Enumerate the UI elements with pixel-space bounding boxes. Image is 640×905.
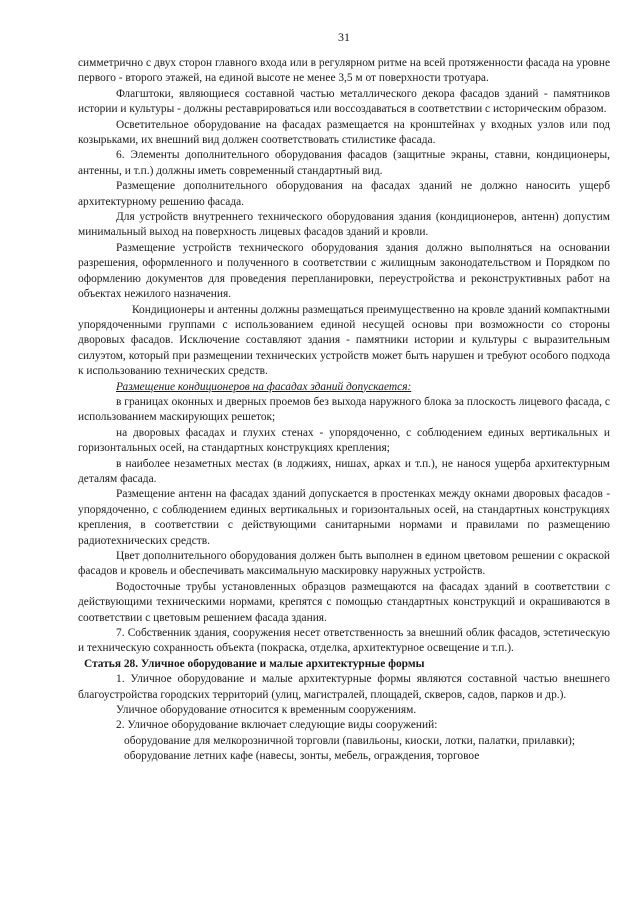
paragraph: 1. Уличное оборудование и малые архитектурные формы являются составной частью внешнего благоустройства городских территорий (улиц, магистралей, площадей, скверов, садов, парков и др.). xyxy=(78,673,610,701)
paragraph: Уличное оборудование относится к временным сооружениям. xyxy=(116,704,417,717)
paragraph: 7. Собственник здания, сооружения несет ответственность за внешний облик фасадов, эстетическую и техническую сохранность объекта (покраска, отделка, архитектурное освещение и т.п.). xyxy=(78,627,610,655)
page-number: 31 xyxy=(338,30,350,44)
paragraph: Цвет дополнительного оборудования должен быть выполнен в едином цветовом решении с окраской фасадов и кровель и обеспечивать максимальную маскировку наружных устройств. xyxy=(78,550,610,578)
subheading: Размещение кондиционеров на фасадах зданий допускается: xyxy=(116,380,412,393)
paragraph: оборудование для мелкорозничной торговли (павильоны, киоски, лотки, палатки, прилавки); xyxy=(124,734,575,747)
article-heading: Статья 28. Уличное оборудование и малые архитектурные формы xyxy=(84,657,425,670)
paragraph: Размещение устройств технического оборудования здания должно выполняться на основании разрешения, оформленного и полученного в соответствии с жилищным законодательством и Порядком по оформлению документов для проведения перепланировки, переустройства и реконструктивных работ на объектах нежилого назначения. xyxy=(78,241,610,301)
paragraph: Флагштоки, являющиеся составной частью металлического декора фасадов зданий - памятников истории и культуры - должны реставрироваться или воссоздаваться в соответствии с историческим образом. xyxy=(78,87,610,116)
paragraph: 6. Элементы дополнительного оборудования фасадов (защитные экраны, ставни, кондиционеры, антенны, и т.п.) должны иметь современный стандартный вид. xyxy=(78,149,610,177)
paragraph: оборудование летних кафе (навесы, зонты, мебель, ограждения, торговое xyxy=(124,750,480,763)
paragraph: 2. Уличное оборудование включает следующие виды сооружений: xyxy=(116,719,438,732)
paragraph: Осветительное оборудование на фасадах размещается на кронштейнах у входных узлов или под козырьками, их внешний вид должен соответствовать стилистике фасада. xyxy=(78,118,610,147)
paragraph: на дворовых фасадах и глухих стенах - упорядоченно, с соблюдением единых вертикальных и горизонтальных осей, на стандартных конструкциях крепления; xyxy=(78,426,610,455)
paragraph: в границах оконных и дверных проемов без выхода наружного блока за плоскость лицевого фасада, с использованием маскирующих решеток; xyxy=(78,395,610,424)
paragraph: Водосточные трубы установленных образцов размещаются на фасадах зданий в соответствии с действующими техническими нормами, крепятся с помощью стандартных конструкций и окрашиваются в соответствии с цветовым решением фасада здания. xyxy=(78,580,610,624)
paragraph: Кондиционеры и антенны должны размещаться преимущественно на кровле зданий компактными упорядоченными группами с использованием единой несущей основы при возможности со стороны дворовых фасадов. Исключение составляют здания - памятники истории и культуры с выразительным силуэтом, который при размещении технических устройств может быть нарушен и требуют особого подхода к использованию технических средств. xyxy=(78,303,610,378)
document-page xyxy=(78,0,610,905)
paragraph: симметрично с двух сторон главного входа или в регулярном ритме на всей протяженности фасада на уровне первого - второго этажей, на единой высоте не менее 3,5 м от поверхности тротуара. xyxy=(78,57,610,85)
paragraph: Размещение антенн на фасадах зданий допускается в простенках между окнами дворовых фасадов - упорядоченно, с соблюдением единых вертикальных и горизонтальных осей, на стандартных конструкциях крепления, в соответствии с действующими санитарными нормами и правилами по размещению радиотехнических средств. xyxy=(78,488,610,547)
paragraph: Для устройств внутреннего технического оборудования здания (кондиционеров, антенн) допустим минимальный выход на поверхность лицевых фасадов зданий и кровли. xyxy=(78,211,610,239)
paragraph: в наиболее незаметных местах (в лоджиях, нишах, арках и т.п.), не нанося ущерба архитектурным деталям фасада. xyxy=(78,457,610,485)
paragraph: Размещение дополнительного оборудования на фасадах зданий не должно наносить ущерб архитектурному решению фасада. xyxy=(78,180,610,208)
